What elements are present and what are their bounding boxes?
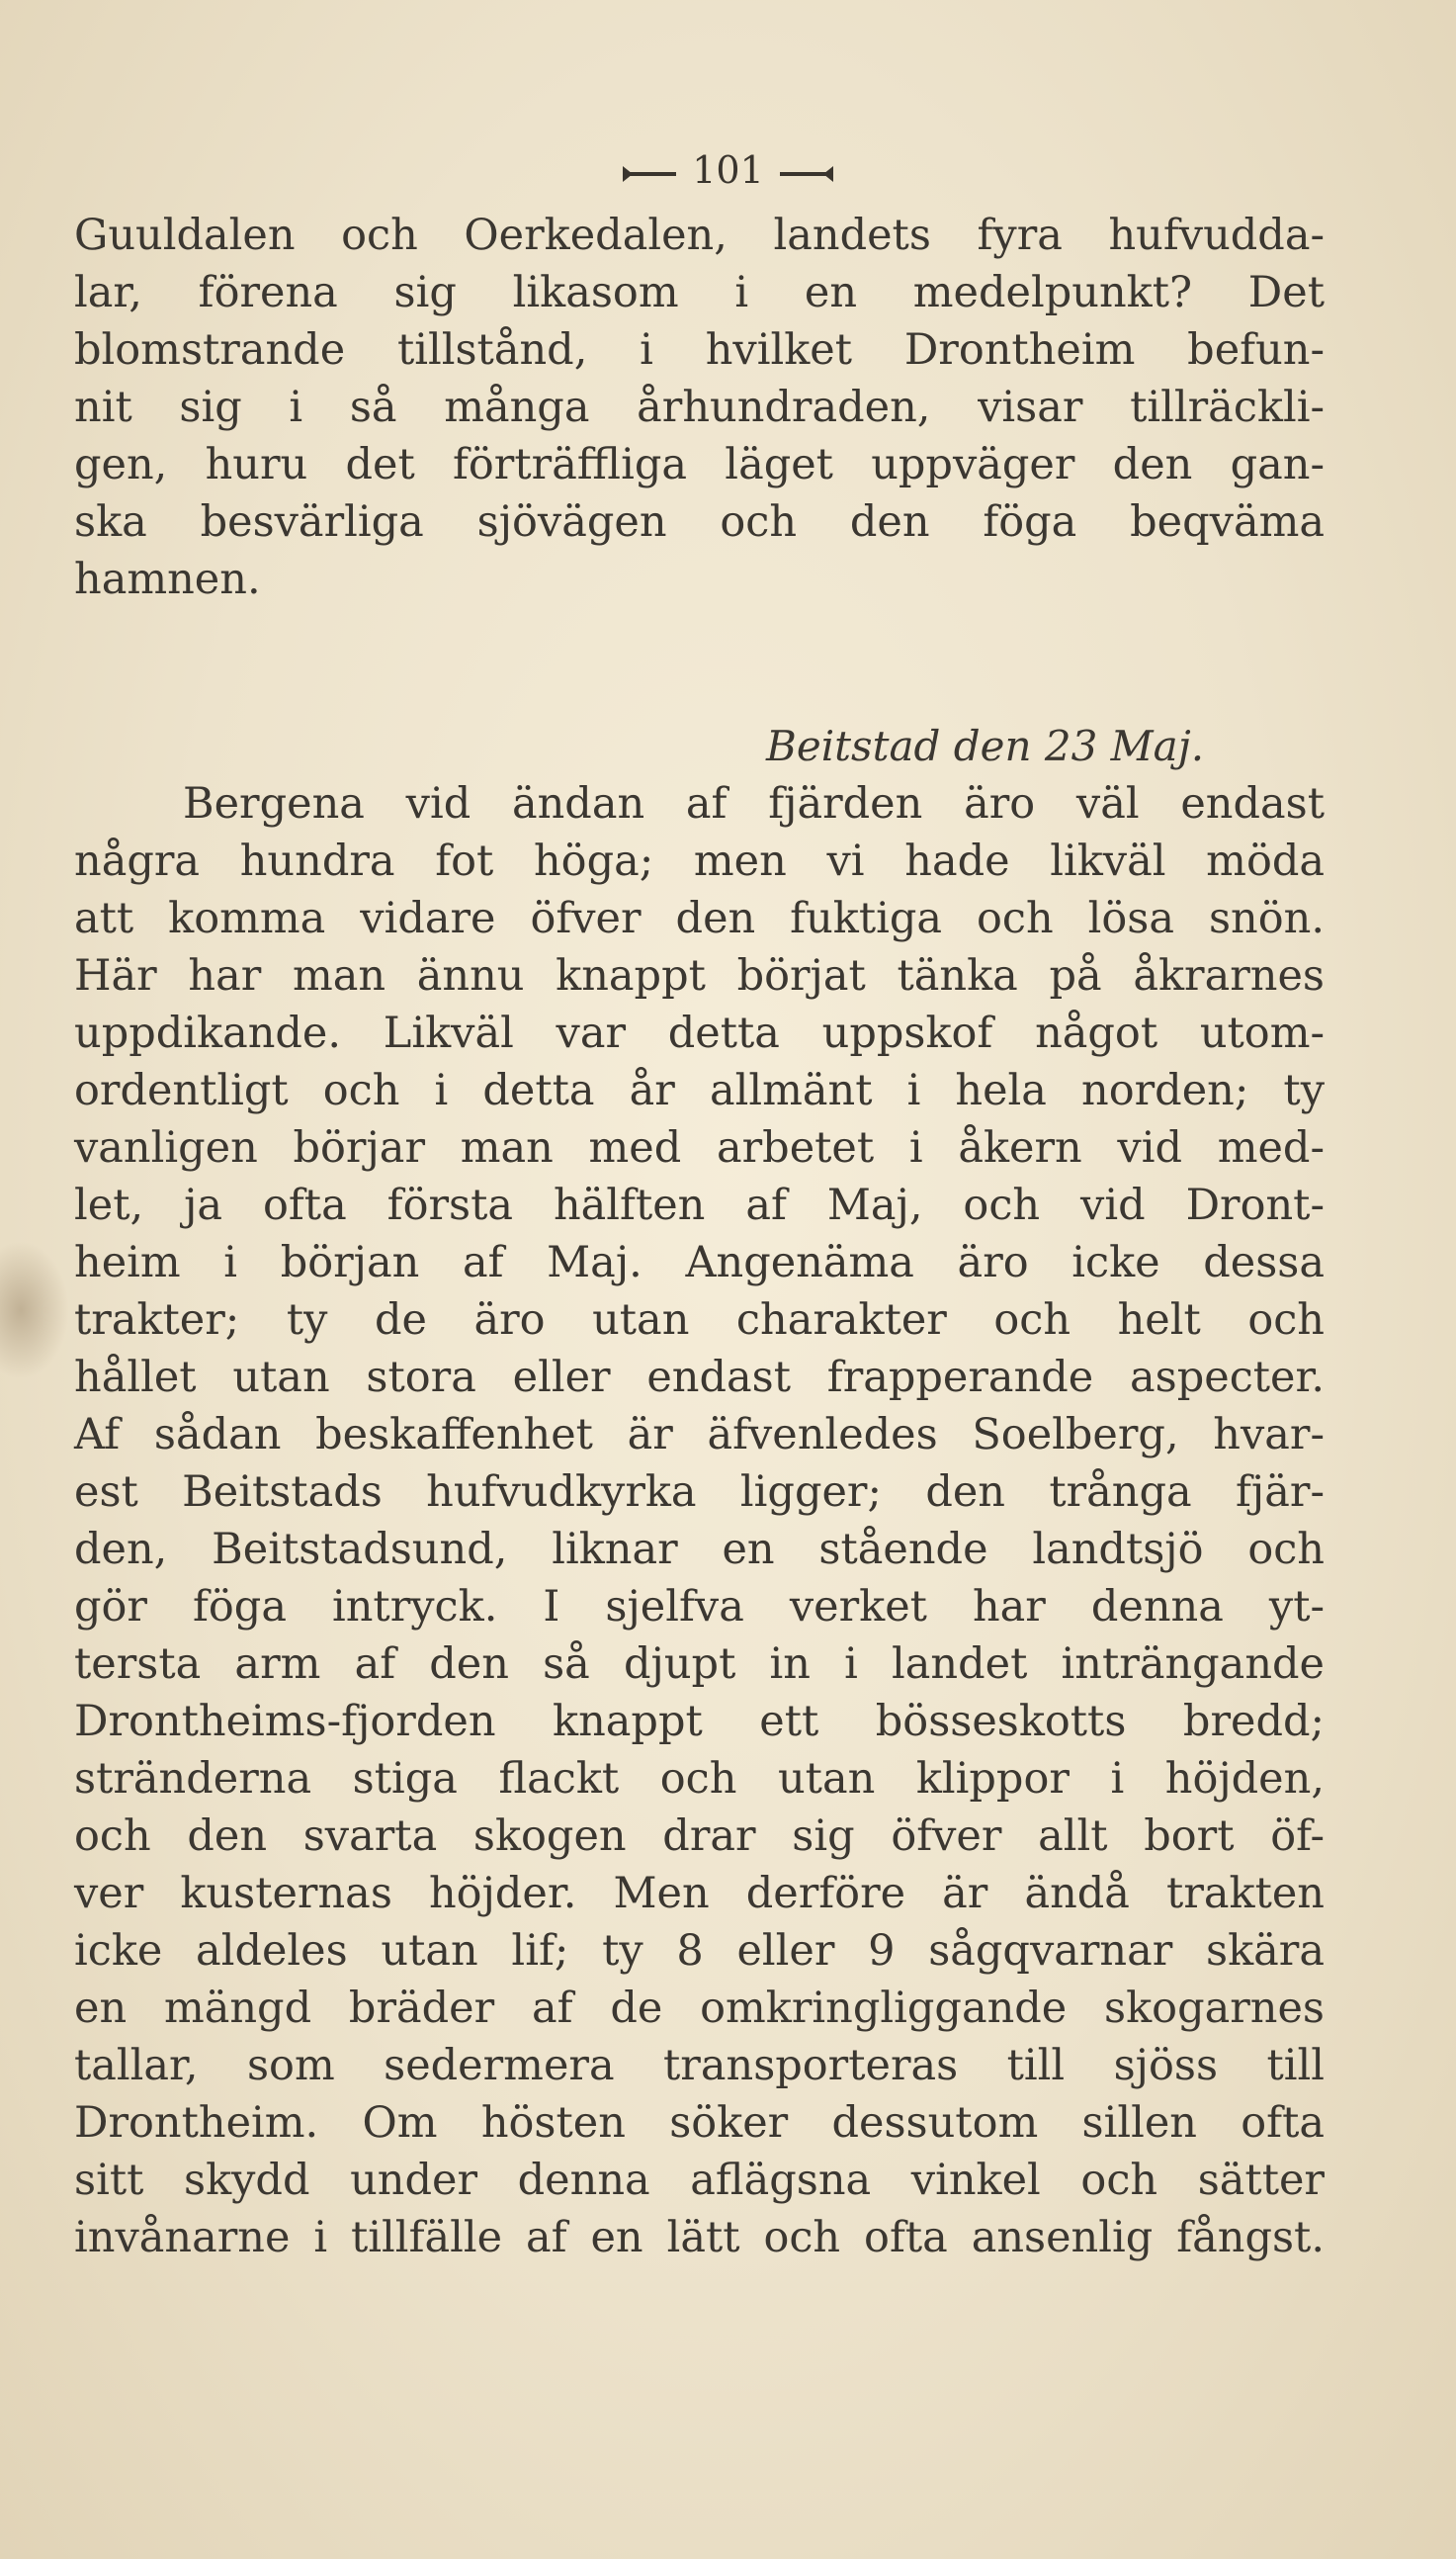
text-line: est Beitstads hufvudkyrka ligger; den trånga fjär- bbox=[74, 1467, 1325, 1517]
text-line: att komma vidare öfver den fuktiga och lösa snön. bbox=[74, 894, 1325, 943]
text-line: gen, huru det förträffliga läget uppväger den gan- bbox=[74, 440, 1325, 489]
text-line: Guuldalen och Oerkedalen, landets fyra hufvudda- bbox=[74, 211, 1325, 260]
text-line: Drontheims-fjorden knappt ett bösseskotts bredd; bbox=[74, 1697, 1325, 1746]
ornament-right-icon bbox=[780, 172, 831, 176]
text-line: tallar, som sedermera transporteras till sjöss till bbox=[74, 2041, 1325, 2090]
text-line: uppdikande. Likväl var detta uppskof något utom- bbox=[74, 1009, 1325, 1058]
text-line: vanligen börjar man med arbetet i åkern vid med- bbox=[74, 1123, 1325, 1173]
text-line: några hundra fot höga; men vi hade likväl möda bbox=[74, 837, 1325, 886]
text-line: ordentligt och i detta år allmänt i hela norden; ty bbox=[74, 1066, 1325, 1115]
text-line: tersta arm af den så djupt in i landet inträngande bbox=[74, 1639, 1325, 1689]
text-line: lar, förena sig likasom i en medelpunkt? Det bbox=[74, 268, 1325, 317]
text-line: sitt skydd under denna aflägsna vinkel och sätter bbox=[74, 2156, 1325, 2205]
paper-stain bbox=[0, 1241, 69, 1379]
page-number: 101 bbox=[692, 148, 764, 192]
text-line: den, Beitstadsund, liknar en stående landtsjö och bbox=[74, 1525, 1325, 1574]
text-line: Af sådan beskaffenhet är äfvenledes Soelberg, hvar- bbox=[74, 1410, 1325, 1459]
text-line: gör föga intryck. I sjelfva verket har denna yt- bbox=[74, 1582, 1325, 1632]
ornament-left-icon bbox=[625, 172, 676, 176]
text-line: trakter; ty de äro utan charakter och helt och bbox=[74, 1295, 1325, 1345]
text-line: Drontheim. Om hösten söker dessutom sillen ofta bbox=[74, 2098, 1325, 2148]
text-line: invånarne i tillfälle af en lätt och ofta ansenlig fångst. bbox=[74, 2213, 1325, 2262]
text-line: ska besvärliga sjövägen och den föga beqväma bbox=[74, 497, 1325, 547]
text-line: stränderna stiga flackt och utan klippor i höjden, bbox=[74, 1754, 1325, 1804]
page-header bbox=[0, 148, 1456, 192]
text-line: en mängd bräder af de omkringliggande skogarnes bbox=[74, 1984, 1325, 2033]
text-line: Bergena vid ändan af fjärden äro väl endast bbox=[183, 779, 1325, 829]
text-line: heim i början af Maj. Angenäma äro icke dessa bbox=[74, 1238, 1325, 1287]
date-signature: Beitstad den 23 Maj. bbox=[766, 722, 1205, 770]
text-line: nit sig i så många århundraden, visar tillräckli- bbox=[74, 383, 1325, 432]
text-line: ver kusternas höjder. Men derföre är ändå trakten bbox=[74, 1869, 1325, 1918]
text-line: icke aldeles utan lif; ty 8 eller 9 sågqvarnar skära bbox=[74, 1926, 1325, 1976]
text-line: let, ja ofta första hälften af Maj, och vid Dront- bbox=[74, 1181, 1325, 1230]
text-line: hållet utan stora eller endast frapperande aspecter. bbox=[74, 1353, 1325, 1402]
text-line: Här har man ännu knappt börjat tänka på åkrarnes bbox=[74, 951, 1325, 1001]
text-line: hamnen. bbox=[74, 555, 261, 604]
text-line: och den svarta skogen drar sig öfver allt bort öf- bbox=[74, 1811, 1325, 1861]
text-line: blomstrande tillstånd, i hvilket Drontheim befun- bbox=[74, 325, 1325, 375]
